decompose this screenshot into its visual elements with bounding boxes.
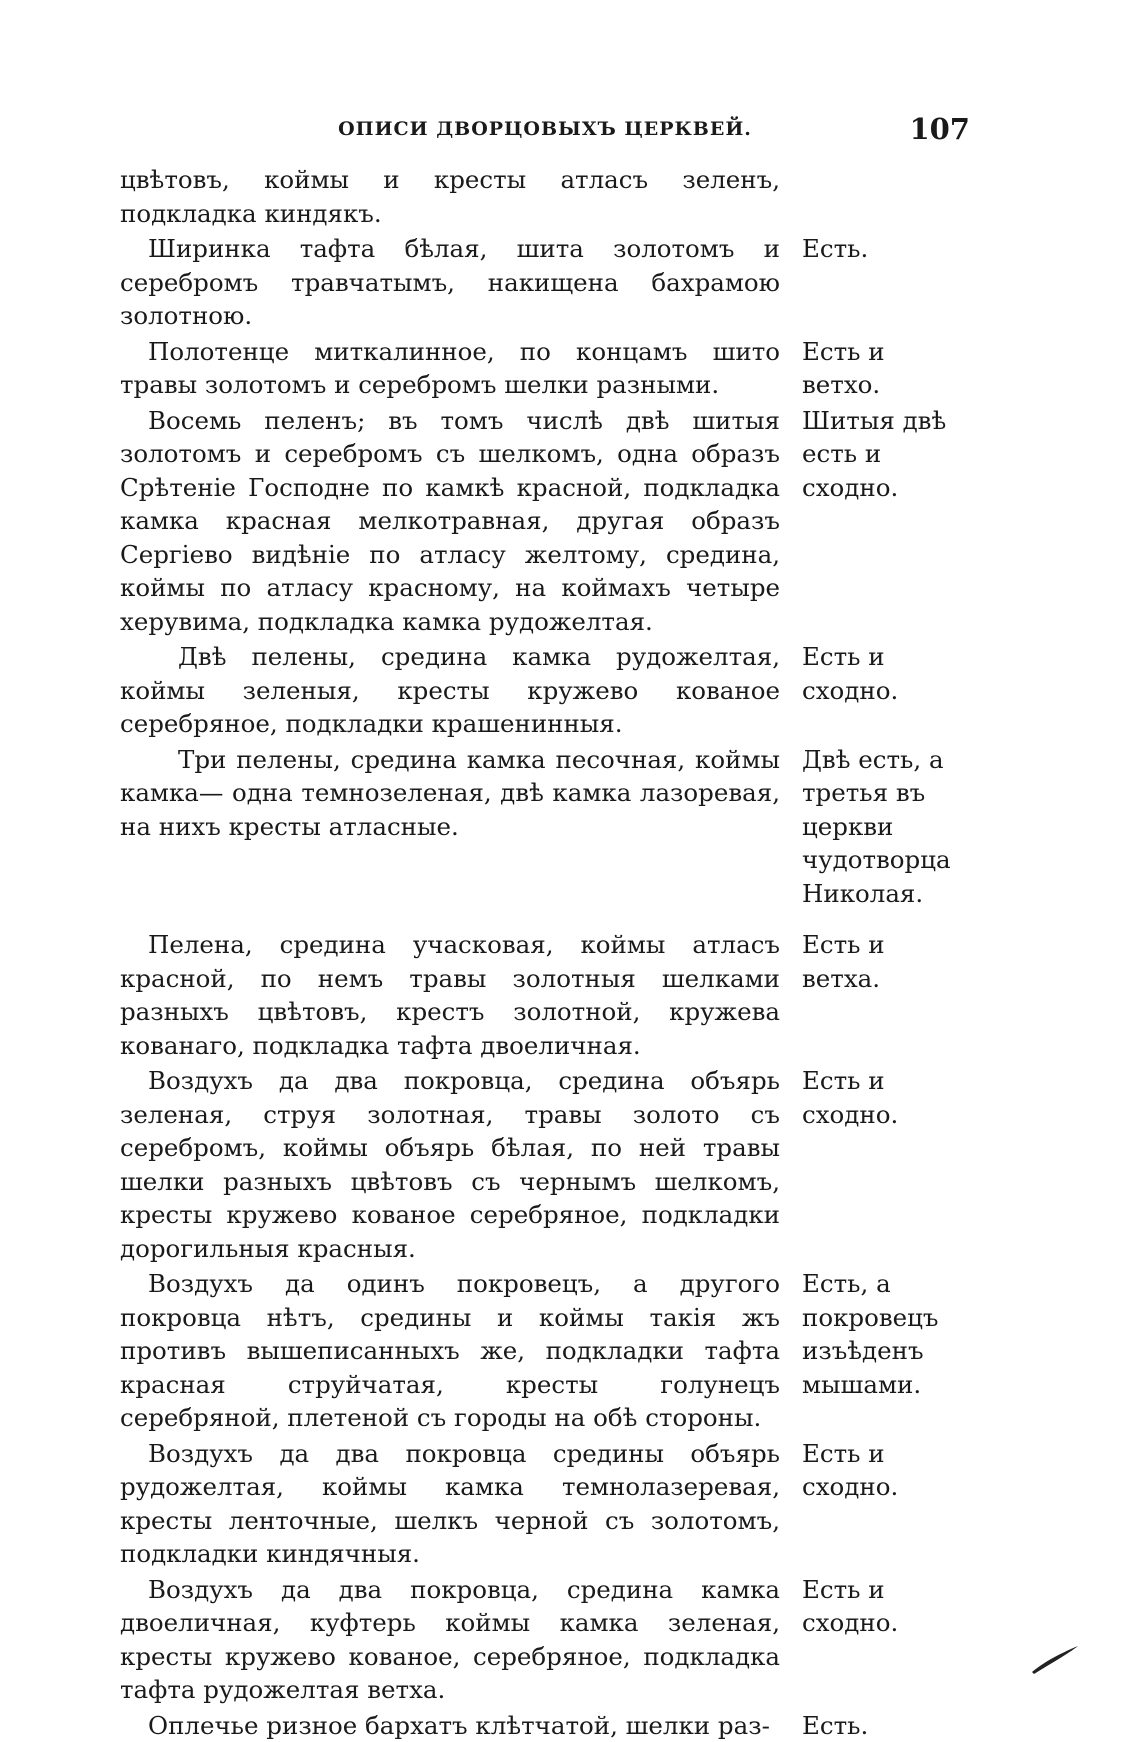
entry-note: Есть, а покровецъ изъѣденъ мышами.	[802, 1267, 970, 1401]
inventory-entry	[120, 1573, 970, 1707]
entry-note: Шитыя двѣ есть и сходно.	[802, 404, 970, 505]
entry-text: Восемь пеленъ; въ томъ числѣ двѣ шитыя золотомъ и серебромъ съ шелкомъ, одна образъ Срѣтеніе Господне по камкѣ красной, подкладка камка красная мелкотравная, другая образъ Сергіево видѣніе по атласу желтому, средина, коймы по атласу красному, на коймахъ четыре херувима, подкладка камка рудожелтая.	[120, 404, 780, 639]
entry-note: Есть и сходно.	[802, 1064, 970, 1131]
inventory-entry	[120, 1709, 970, 1742]
entry-text: Пелена, средина учасковая, коймы атласъ красной, по немъ травы золотныя шелками разныхъ цвѣтовъ, крестъ золотной, кружева кованаго, подкладка тафта двоеличная.	[120, 928, 780, 1062]
entry-note: Есть и сходно.	[802, 1437, 970, 1504]
entry-text: Ширинка тафта бѣлая, шита золотомъ и серебромъ травчатымъ, накищена бахрамою золотною.	[120, 232, 780, 333]
inventory-entry	[120, 928, 970, 1062]
page-header	[120, 112, 970, 152]
entry-note: Есть.	[802, 1709, 970, 1742]
entry-note: Двѣ есть, а третья въ церкви чудотворца Николая.	[802, 743, 970, 911]
inventory-entry	[120, 163, 970, 230]
running-title: ОПИСИ ДВОРЦОВЫХЪ ЦЕРКВЕЙ.	[120, 118, 970, 140]
inventory-entry	[120, 640, 970, 741]
inventory-entry	[120, 335, 970, 402]
entry-note: Есть и ветхо.	[802, 335, 970, 402]
inventory-entries	[120, 163, 970, 1742]
inventory-entry	[120, 1064, 970, 1265]
entry-note: Есть и ветха.	[802, 928, 970, 995]
inventory-entry	[120, 743, 970, 911]
inventory-entry	[120, 232, 970, 333]
entry-text: Воздухъ да два покровца, средина камка двоеличная, куфтерь коймы камка зеленая, кресты кружево кованое, серебряное, подкладка тафта рудожелтая ветха.	[120, 1573, 780, 1707]
entry-text: цвѣтовъ, коймы и кресты атласъ зеленъ, подкладка киндякъ.	[120, 163, 780, 230]
entry-text: Воздухъ да два покровца средины объярь рудожелтая, коймы камка темнолазеревая, кресты ленточные, шелкъ черной съ золотомъ, подкладки киндячныя.	[120, 1437, 780, 1571]
entry-text: Оплечье ризное бархатъ клѣтчатой, шелки раз-	[120, 1709, 780, 1742]
entry-note: Есть и сходно.	[802, 1573, 970, 1640]
entry-text: Воздухъ да два покровца, средина объярь зеленая, струя золотная, травы золото съ серебромъ, коймы объярь бѣлая, по ней травы шелки разныхъ цвѣтовъ съ чернымъ шелкомъ, кресты кружево кованое серебряное, подкладки дорогильныя красныя.	[120, 1064, 780, 1265]
inventory-entry	[120, 404, 970, 639]
inventory-entry	[120, 1437, 970, 1571]
entry-text: Три пелены, средина камка песочная, коймы камка— одна темнозеленая, двѣ камка лазоревая, на нихъ кресты атласные.	[120, 743, 780, 844]
page-number: 107	[909, 112, 970, 146]
entry-note: Есть и сходно.	[802, 640, 970, 707]
inventory-entry	[120, 1267, 970, 1435]
pen-stroke-mark	[1028, 1640, 1084, 1676]
entry-text: Воздухъ да одинъ покровецъ, а другого покровца нѣтъ, средины и коймы такія жъ противъ вышеписанныхъ же, подкладки тафта красная струйчатая, кресты голунецъ серебряной, плетеной съ городы на обѣ стороны.	[120, 1267, 780, 1435]
entry-text: Полотенце миткалинное, по концамъ шито травы золотомъ и серебромъ шелки разными.	[120, 335, 780, 402]
entry-text: Двѣ пелены, средина камка рудожелтая, коймы зеленыя, кресты кружево кованое серебряное, подкладки крашенинныя.	[120, 640, 780, 741]
entry-note: Есть.	[802, 232, 970, 266]
